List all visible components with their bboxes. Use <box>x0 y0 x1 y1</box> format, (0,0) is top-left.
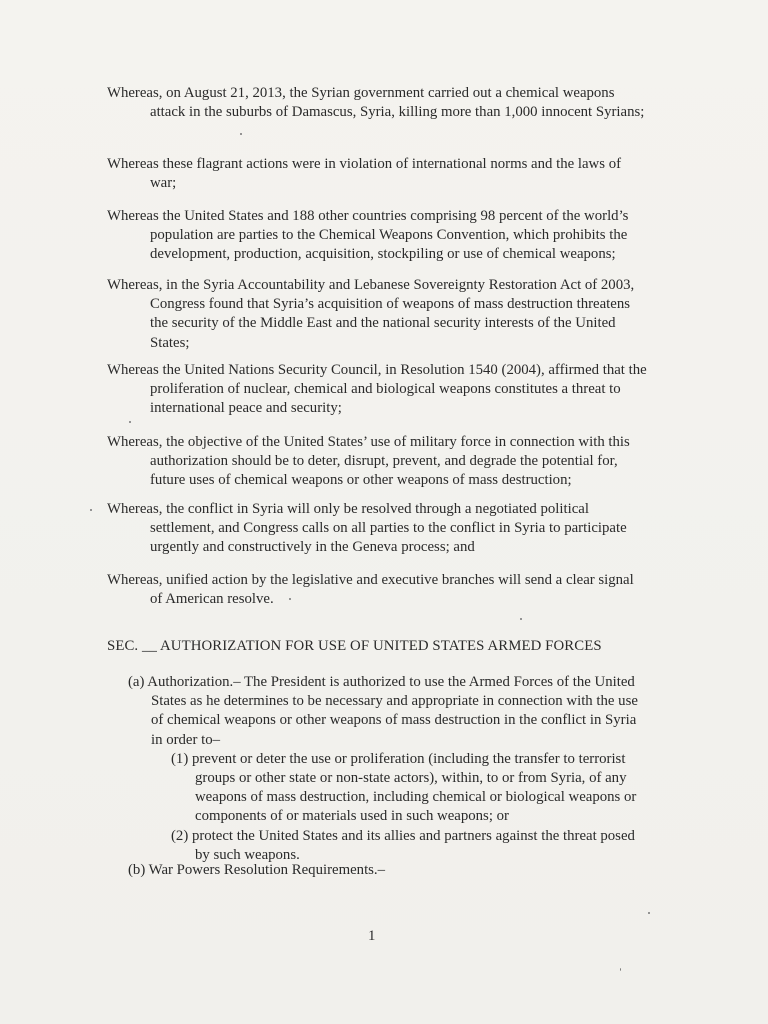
whereas-clause-7 <box>107 500 647 558</box>
subsection-a-item: (1) prevent or deter the use or proliferation (including the transfer to terrorist groups or other state or non-state actors), within, to or from Syria, of any weapons of mass destruction, including chemical or biological weapons or components of or materials used in such weapons; or <box>171 750 637 825</box>
whereas-text: Whereas the United Nations Security Council, in Resolution 1540 (2004), affirmed that the proliferation of nuclear, chemical and biological weapons constitutes a threat to international peace and security; <box>107 362 647 417</box>
whereas-clause-1 <box>107 84 647 122</box>
whereas-clause-5 <box>107 361 647 419</box>
scan-speck <box>240 133 242 135</box>
section-heading: SEC. __ AUTHORIZATION FOR USE OF UNITED STATES ARMED FORCES <box>107 638 602 654</box>
whereas-text: Whereas, the conflict in Syria will only be resolved through a negotiated political settlement, and Congress calls on all parties to the conflict in Syria to participate urgently and constructively in the Geneva process; and <box>107 501 627 556</box>
subsection-a-items <box>128 750 648 865</box>
whereas-text: Whereas the United States and 188 other countries comprising 98 percent of the world’s population are parties to the Chemical Weapons Convention, which prohibits the development, production, acquisition, stockpiling or use of chemical weapons; <box>107 208 629 263</box>
subsection-a-item: (2) protect the United States and its allies and partners against the threat posed by such weapons. <box>171 827 635 863</box>
whereas-clause-6 <box>107 433 647 491</box>
scan-speck <box>648 912 650 914</box>
scan-speck <box>620 968 621 971</box>
scan-speck <box>289 598 291 600</box>
whereas-text: Whereas, in the Syria Accountability and Lebanese Sovereignty Restoration Act of 2003, Congress found that Syria’s acquisition of weapons of mass destruction threatens the security of the Middle East and the national security interests of the United States; <box>107 277 635 351</box>
whereas-clause-2 <box>107 155 647 193</box>
whereas-clause-8 <box>107 571 647 609</box>
whereas-text: Whereas, on August 21, 2013, the Syrian government carried out a chemical weapons attack in the suburbs of Damascus, Syria, killing more than 1,000 innocent Syrians; <box>107 85 645 121</box>
whereas-clause-4 <box>107 276 647 353</box>
scan-speck <box>520 618 522 620</box>
whereas-text: Whereas, the objective of the United States’ use of military force in connection with this authorization should be to deter, disrupt, prevent, and degrade the potential for, future uses of chemical weapons or other weapons of mass destruction; <box>107 434 630 489</box>
page-number: 1 <box>368 928 376 944</box>
scan-speck <box>90 509 92 511</box>
subsection-a <box>128 673 648 865</box>
whereas-clause-3 <box>107 207 647 265</box>
whereas-text: Whereas, unified action by the legislative and executive branches will send a clear signal of American resolve. <box>107 572 634 608</box>
scan-speck <box>129 421 131 423</box>
subsection-a-lead: (a) Authorization.– The President is authorized to use the Armed Forces of the United States as he determines to be necessary and appropriate in connection with the use of chemical weapons or other weapons of mass destruction in the conflict in Syria in order to– <box>128 674 638 748</box>
whereas-text: Whereas these flagrant actions were in violation of international norms and the laws of war; <box>107 156 622 192</box>
subsection-b: (b) War Powers Resolution Requirements.– <box>128 862 386 878</box>
